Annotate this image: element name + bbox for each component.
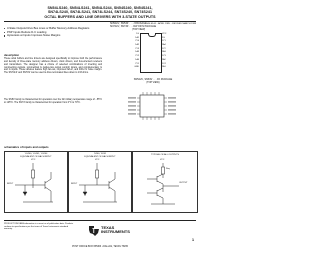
dip-package-diagram (116, 33, 186, 73)
ti-logo (88, 224, 132, 242)
right-pin-column (162, 34, 185, 71)
footer-rule (4, 220, 196, 221)
pin-label: GND (134, 66, 139, 69)
pin-label: 2Y3 (135, 47, 139, 50)
pin-label: 1A1 (135, 36, 139, 39)
title-line-3: OCTAL BUFFERS AND LINE DRIVERS WITH 3-STATE OUTPUTS (44, 14, 156, 19)
bullet-icon (4, 32, 5, 33)
vcc-label: VCC (31, 159, 36, 161)
schematic-subtitle: EQUIVALENT OF EACH INPUT (20, 155, 52, 158)
pin-label: 1Y2 (162, 47, 166, 50)
pin-label: 1Y1 (162, 40, 166, 43)
description-heading: description (4, 53, 20, 57)
pin-label: 2Y1 (135, 62, 139, 65)
pin-label: 1Y4 (162, 62, 166, 65)
pin-label: 2Y2 (135, 55, 139, 58)
package-caption-line: SN54LS', SN54S' . . . FK PACKAGE (133, 78, 173, 81)
feature-list (4, 27, 104, 38)
bullet-icon (4, 28, 5, 29)
feature-text: Hysteresis at Inputs Improves Noise Margins (6, 34, 61, 38)
package-top-caption (110, 23, 196, 32)
output-label: OUTPUT (179, 182, 188, 184)
description-paragraph-2: The SN54' family is characterized for operation over the full military temperature range of −55°C to 125°C. The SN74' family is characterized for operation from 0°C to 70°C. (4, 99, 102, 104)
package-fk-caption (113, 79, 193, 85)
notch-icon (148, 33, 156, 37)
pin-label: 1G (136, 33, 139, 35)
input-label: INPUT (71, 183, 78, 185)
fk-pin-stubs (137, 92, 167, 120)
pin-label: 1A2 (135, 44, 139, 47)
fk-package-body (140, 95, 164, 117)
texas-state-logo-icon (88, 225, 100, 237)
vcc-label: VCC (95, 159, 100, 161)
page-number: 1 (192, 238, 194, 242)
schematic-title: 'LS240, 'LS241, 'LS244 (24, 153, 48, 155)
pin-label: 1Y3 (162, 55, 166, 58)
schematic-s-input (68, 151, 132, 213)
feature-text: PNP Inputs Reduce D-C Loading (6, 30, 47, 34)
pin-label: 2A1 (162, 66, 166, 69)
fk-pin-label-marks (128, 97, 176, 114)
pin-label: 2A3 (162, 51, 166, 54)
pin-label: VCC (162, 33, 167, 35)
brand-word-1: TEXAS (101, 225, 115, 230)
dip-package-body (140, 33, 162, 73)
feature-text: 3-State Outputs Drive Bus Lines or Buffer Memory Address Registers (6, 27, 90, 30)
header-rule (4, 21, 196, 22)
schematic-output-drawing (133, 152, 197, 212)
left-pin-column (116, 34, 139, 71)
input-label: INPUT (7, 183, 14, 185)
schematic-title: 'S240, 'S241 (93, 153, 107, 155)
req-label: Req (166, 168, 170, 170)
pin-label: 2G (162, 36, 165, 39)
schematic-ls-input (4, 151, 68, 213)
package-caption-line: SN74LS', SN74S' . . . DW OR N PACKAGE (110, 24, 157, 28)
fk-package-diagram (126, 87, 178, 125)
bullet-icon (4, 35, 5, 36)
schematic-outputs (132, 151, 198, 213)
pin-label: 2A2 (162, 58, 166, 61)
pin-label: 1A3 (135, 51, 139, 54)
production-data-note: PRODUCTION DATA information is current as of publication date. Products conform to specifications per the terms of Texas Instruments standard warranty. (4, 223, 74, 231)
package-caption-line: (TOP VIEW) (132, 27, 146, 31)
brand-word-2: INSTRUMENTS (101, 229, 130, 235)
schematic-subtitle: EQUIVALENT OF EACH INPUT (84, 155, 116, 158)
schematic-s-drawing (69, 152, 131, 212)
pin-label: 1A4 (135, 58, 139, 61)
schematic-ls-drawing (5, 152, 67, 212)
feature-item (4, 34, 104, 38)
title-line-2: SN74LS240, SN74LS241, SN74LS244, SN74S240, SN74S241 (47, 10, 153, 15)
document-code: SDLS144 – APRIL 1985 – REVISED MARCH 1988 (146, 23, 196, 25)
address-line: POST OFFICE BOX 655303 • DALLAS, TEXAS 75265 (72, 246, 128, 248)
title-line-1: SN54LS240, SN54LS241, SN54LS244, SN54S240, SN54S241, (47, 6, 153, 10)
package-caption-line: (TOP VIEW) (146, 80, 160, 84)
vcc-label: VCC (160, 159, 165, 161)
schematic-title: TYPICAL OF ALL OUTPUTS (150, 154, 180, 156)
pin-label: 2A4 (162, 44, 166, 47)
description-paragraph-1: These octal buffers and line drivers are designed specifically to improve both the performance and density of three-state memory address drivers, clock drivers, and bus-oriented receivers and transmitters. The designer has a choice of selected combinations of inverting and noninverting outputs, symmetrical G (active-low output control) inputs, and complementary G and G inputs. These devices feature high fan-out, improved fan-in, and 400-mV noise margin. The SN74LS' and SN74S' can be used to drive terminated lines down to 133 ohms. (4, 58, 102, 75)
schematics-heading: schematics of inputs and outputs (4, 145, 49, 149)
pin-label: 2Y4 (135, 40, 139, 43)
package-caption-line: SN54LS', SN54S' . . . J PACKAGE (110, 22, 147, 25)
